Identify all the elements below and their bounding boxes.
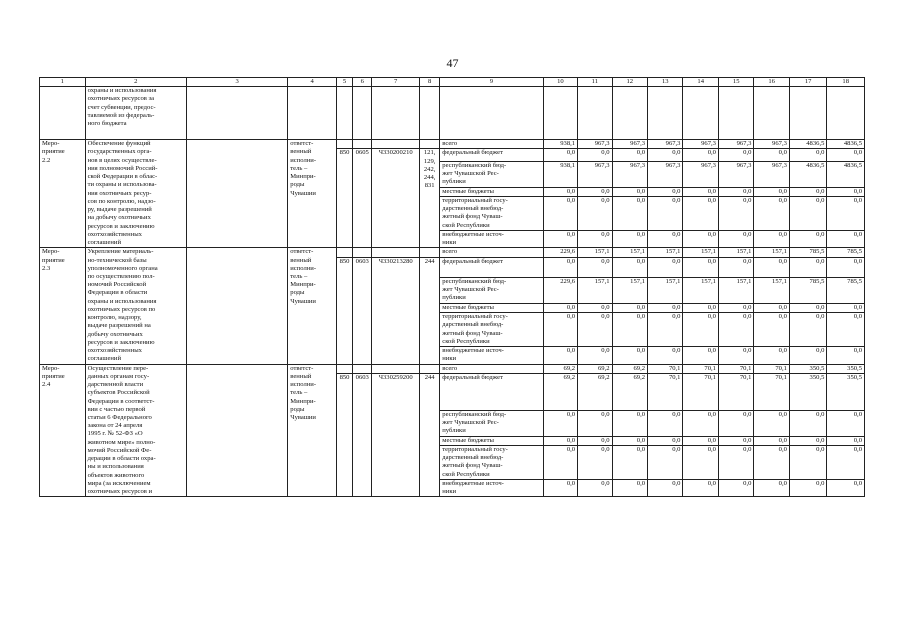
value-cell: 157,1	[718, 277, 753, 303]
value-cell: 70,1	[683, 373, 718, 410]
value-cell: 0,0	[718, 313, 753, 347]
value-cell: 0,0	[754, 257, 789, 277]
value-cell: 0,0	[543, 436, 577, 445]
grbs-empty	[336, 140, 352, 149]
value-cell: 0,0	[754, 313, 789, 347]
value-cell: 967,3	[683, 140, 718, 149]
value-cell: 157,1	[718, 248, 753, 257]
value-cell: 0,0	[718, 347, 753, 364]
value-cell: 967,3	[754, 161, 789, 187]
value-cell: 69,2	[543, 364, 577, 373]
value-cell: 0,0	[612, 303, 647, 312]
continuation-cell-3	[186, 87, 287, 140]
funding-source: внебюджетные источ- ники	[440, 230, 543, 247]
value-cell: 785,5	[827, 277, 865, 303]
value-cell: 350,5	[827, 373, 865, 410]
continuation-id-cell	[40, 87, 86, 140]
measure-description: Укрепление материаль- но-технической базы уполномоченного органа по осуществлению пол- номочий Российской Федерации в области охраны и использования охотничьих ресурсов по контролю, надзору, выдаче разрешений на добычу охотничьих ресурсов и заключению охотхозяйственных соглашений	[85, 248, 186, 364]
value-cell: 0,0	[683, 313, 718, 347]
value-cell: 0,0	[754, 410, 789, 436]
measure-id: Меро- приятие 2.4	[40, 364, 86, 497]
value-cell: 0,0	[718, 257, 753, 277]
value-cell: 967,3	[648, 140, 683, 149]
continuation-cell-8	[420, 87, 440, 140]
value-cell: 157,1	[683, 248, 718, 257]
value-cell: 229,6	[543, 248, 577, 257]
value-cell: 69,2	[612, 364, 647, 373]
funding-source: федеральный бюджет	[440, 149, 543, 161]
grbs-code: 850	[336, 373, 352, 497]
continuation-cell-13	[648, 87, 683, 140]
value-cell: 0,0	[543, 410, 577, 436]
rzpr-empty	[353, 248, 372, 257]
funding-source: федеральный бюджет	[440, 257, 543, 277]
value-cell: 0,0	[754, 347, 789, 364]
value-cell: 785,5	[789, 248, 827, 257]
measure-col3	[186, 140, 287, 248]
header-cell-12: 12	[612, 78, 647, 87]
value-cell: 0,0	[718, 187, 753, 196]
csr-code: Ч330213280	[372, 257, 420, 364]
value-cell: 967,3	[612, 140, 647, 149]
value-cell: 0,0	[612, 479, 647, 496]
value-cell: 0,0	[683, 303, 718, 312]
value-cell: 0,0	[754, 230, 789, 247]
value-cell: 0,0	[578, 410, 612, 436]
value-cell: 0,0	[648, 257, 683, 277]
value-cell: 0,0	[543, 347, 577, 364]
header-cell-6: 6	[353, 78, 372, 87]
value-cell: 350,5	[827, 364, 865, 373]
value-cell: 967,3	[754, 140, 789, 149]
value-cell: 0,0	[754, 303, 789, 312]
program-budget-table	[39, 77, 865, 497]
value-cell: 0,0	[789, 436, 827, 445]
vr-code: 244	[420, 373, 440, 497]
value-cell: 70,1	[648, 373, 683, 410]
csr-empty	[372, 364, 420, 373]
value-cell: 0,0	[827, 436, 865, 445]
header-cell-18: 18	[827, 78, 865, 87]
value-cell: 69,2	[543, 373, 577, 410]
measure-description: Обеспечение функций государственных орга- нов в целях осуществле- ния полномочий Россий- ской Федерации в облас- ти охраны и использова- ния охотничьих ресур- сов по контролю, надзо- ру, выдаче разрешений на добычу охотничьих ресурсов и заключению охотхозяйственных соглашений	[85, 140, 186, 248]
value-cell: 157,1	[612, 277, 647, 303]
value-cell: 157,1	[578, 248, 612, 257]
value-cell: 0,0	[543, 230, 577, 247]
csr-code: Ч330200210	[372, 149, 420, 248]
value-cell: 0,0	[578, 436, 612, 445]
funding-source: федеральный бюджет	[440, 373, 543, 410]
value-cell: 967,3	[578, 161, 612, 187]
header-cell-9: 9	[440, 78, 543, 87]
value-cell: 0,0	[578, 230, 612, 247]
measure-1-row-1	[40, 140, 865, 149]
value-cell: 0,0	[789, 410, 827, 436]
value-cell: 0,0	[789, 347, 827, 364]
value-cell: 967,3	[612, 161, 647, 187]
value-cell: 938,1	[543, 140, 577, 149]
vr-empty	[420, 248, 440, 257]
continuation-cell-16	[754, 87, 789, 140]
funding-source: всего	[440, 140, 543, 149]
value-cell: 0,0	[789, 257, 827, 277]
grbs-code: 850	[336, 257, 352, 364]
value-cell: 0,0	[754, 196, 789, 230]
value-cell: 70,1	[648, 364, 683, 373]
measure-id: Меро- приятие 2.2	[40, 140, 86, 248]
funding-source: территориальный госу- дарственный внебюд- жетный фонд Чуваш- ской Республики	[440, 445, 543, 479]
measure-2-row-1	[40, 248, 865, 257]
value-cell: 0,0	[578, 149, 612, 161]
header-cell-14: 14	[683, 78, 718, 87]
value-cell: 0,0	[718, 410, 753, 436]
value-cell: 0,0	[827, 230, 865, 247]
value-cell: 0,0	[578, 257, 612, 277]
funding-source: местные бюджеты	[440, 303, 543, 312]
value-cell: 0,0	[578, 187, 612, 196]
value-cell: 0,0	[543, 149, 577, 161]
continuation-cell-7	[372, 87, 420, 140]
funding-source: республиканский бюд- жет Чувашской Рес- публики	[440, 410, 543, 436]
rzpr-code: 0605	[353, 149, 372, 248]
value-cell: 0,0	[612, 196, 647, 230]
measure-col3	[186, 248, 287, 364]
value-cell: 157,1	[648, 248, 683, 257]
value-cell: 70,1	[718, 373, 753, 410]
header-cell-8: 8	[420, 78, 440, 87]
value-cell: 967,3	[683, 161, 718, 187]
vr-empty	[420, 364, 440, 373]
value-cell: 0,0	[578, 313, 612, 347]
header-cell-5: 5	[336, 78, 352, 87]
value-cell: 0,0	[612, 436, 647, 445]
value-cell: 350,5	[789, 364, 827, 373]
grbs-empty	[336, 248, 352, 257]
value-cell: 0,0	[543, 313, 577, 347]
value-cell: 0,0	[683, 187, 718, 196]
header-row	[40, 78, 865, 87]
measure-col3	[186, 364, 287, 497]
value-cell: 785,5	[789, 277, 827, 303]
value-cell: 0,0	[789, 479, 827, 496]
continuation-cell-18	[827, 87, 865, 140]
value-cell: 0,0	[789, 445, 827, 479]
value-cell: 0,0	[578, 196, 612, 230]
value-cell: 4836,5	[789, 161, 827, 187]
value-cell: 0,0	[827, 445, 865, 479]
funding-source: республиканский бюд- жет Чувашской Рес- публики	[440, 277, 543, 303]
measure-description: Осуществление пере- данных органам госу- дарственной власти субъектов Российской Федерации в соответст- вии с частью первой статьи 6 Федерального закона от 24 апреля 1995 г. № 52-ФЗ «О животном мире» полно- мочий Российской Фе- дерации в области охра- ны и использования объектов животного мира (за исключением охотничьих ресурсов и	[85, 364, 186, 497]
header-cell-17: 17	[789, 78, 827, 87]
value-cell: 0,0	[754, 436, 789, 445]
header-cell-10: 10	[543, 78, 577, 87]
continuation-cell-17	[789, 87, 827, 140]
value-cell: 0,0	[683, 445, 718, 479]
value-cell: 70,1	[683, 364, 718, 373]
value-cell: 0,0	[718, 196, 753, 230]
value-cell: 967,3	[578, 140, 612, 149]
value-cell: 0,0	[789, 230, 827, 247]
value-cell: 0,0	[648, 479, 683, 496]
value-cell: 785,5	[827, 248, 865, 257]
header-cell-7: 7	[372, 78, 420, 87]
continuation-cell-12	[612, 87, 647, 140]
value-cell: 69,2	[578, 373, 612, 410]
csr-empty	[372, 140, 420, 149]
value-cell: 0,0	[827, 479, 865, 496]
value-cell: 0,0	[543, 303, 577, 312]
header-cell-4: 4	[288, 78, 337, 87]
header-cell-15: 15	[718, 78, 753, 87]
rzpr-empty	[353, 364, 372, 373]
value-cell: 0,0	[827, 347, 865, 364]
funding-source: местные бюджеты	[440, 187, 543, 196]
value-cell: 0,0	[612, 445, 647, 479]
value-cell: 70,1	[718, 364, 753, 373]
value-cell: 157,1	[683, 277, 718, 303]
value-cell: 0,0	[543, 445, 577, 479]
value-cell: 0,0	[612, 313, 647, 347]
header-cell-13: 13	[648, 78, 683, 87]
value-cell: 0,0	[543, 257, 577, 277]
value-cell: 0,0	[648, 187, 683, 196]
value-cell: 0,0	[827, 303, 865, 312]
value-cell: 0,0	[543, 479, 577, 496]
funding-source: внебюджетные источ- ники	[440, 347, 543, 364]
value-cell: 0,0	[648, 445, 683, 479]
value-cell: 967,3	[718, 140, 753, 149]
vr-code: 121, 129, 242, 244, 831	[420, 149, 440, 248]
rzpr-code: 0603	[353, 257, 372, 364]
value-cell: 0,0	[827, 149, 865, 161]
value-cell: 157,1	[612, 248, 647, 257]
value-cell: 0,0	[543, 196, 577, 230]
continuation-cell-15	[718, 87, 753, 140]
value-cell: 0,0	[789, 149, 827, 161]
value-cell: 0,0	[827, 257, 865, 277]
grbs-code: 850	[336, 149, 352, 248]
value-cell: 0,0	[578, 479, 612, 496]
value-cell: 157,1	[648, 277, 683, 303]
header-cell-11: 11	[578, 78, 612, 87]
value-cell: 0,0	[612, 347, 647, 364]
value-cell: 0,0	[683, 257, 718, 277]
continuation-cell-6	[353, 87, 372, 140]
funding-source: территориальный госу- дарственный внебюд- жетный фонд Чуваш- ской Республики	[440, 313, 543, 347]
value-cell: 967,3	[718, 161, 753, 187]
value-cell: 0,0	[827, 410, 865, 436]
value-cell: 70,1	[754, 373, 789, 410]
measure-id: Меро- приятие 2.3	[40, 248, 86, 364]
funding-source: внебюджетные источ- ники	[440, 479, 543, 496]
value-cell: 0,0	[718, 445, 753, 479]
value-cell: 157,1	[578, 277, 612, 303]
value-cell: 0,0	[612, 230, 647, 247]
header-cell-16: 16	[754, 78, 789, 87]
measure-executor: ответст- венный исполни- тель – Минпри- роды Чувашии	[288, 248, 337, 364]
value-cell: 0,0	[648, 230, 683, 247]
value-cell: 0,0	[754, 445, 789, 479]
value-cell: 0,0	[789, 303, 827, 312]
continuation-description: охраны и использования охотничьих ресурсов за счет субвенции, предос- тавляемой из федераль- ного бюджета	[85, 87, 186, 140]
page-number: 47	[446, 56, 459, 70]
value-cell: 69,2	[578, 364, 612, 373]
value-cell: 938,1	[543, 161, 577, 187]
rzpr-empty	[353, 140, 372, 149]
value-cell: 4836,5	[789, 140, 827, 149]
measure-3-row-1	[40, 364, 865, 373]
value-cell: 0,0	[718, 230, 753, 247]
value-cell: 0,0	[612, 187, 647, 196]
value-cell: 0,0	[612, 257, 647, 277]
value-cell: 0,0	[683, 479, 718, 496]
header-cell-3: 3	[186, 78, 287, 87]
value-cell: 0,0	[754, 187, 789, 196]
value-cell: 0,0	[578, 303, 612, 312]
value-cell: 0,0	[827, 187, 865, 196]
value-cell: 0,0	[648, 303, 683, 312]
continuation-cell-5	[336, 87, 352, 140]
funding-source: всего	[440, 248, 543, 257]
value-cell: 0,0	[612, 410, 647, 436]
value-cell: 0,0	[683, 149, 718, 161]
value-cell: 157,1	[754, 277, 789, 303]
value-cell: 0,0	[789, 313, 827, 347]
grbs-empty	[336, 364, 352, 373]
header-cell-1: 1	[40, 78, 86, 87]
value-cell: 0,0	[754, 149, 789, 161]
value-cell: 0,0	[718, 479, 753, 496]
rzpr-code: 0603	[353, 373, 372, 497]
measure-executor: ответст- венный исполни- тель – Минпри- роды Чувашии	[288, 140, 337, 248]
value-cell: 0,0	[718, 149, 753, 161]
continuation-cell-11	[578, 87, 612, 140]
value-cell: 350,5	[789, 373, 827, 410]
value-cell: 0,0	[683, 410, 718, 436]
value-cell: 157,1	[754, 248, 789, 257]
value-cell: 0,0	[612, 149, 647, 161]
value-cell: 0,0	[789, 196, 827, 230]
continuation-row	[40, 87, 865, 140]
funding-source: территориальный госу- дарственный внебюд- жетный фонд Чуваш- ской Республики	[440, 196, 543, 230]
value-cell: 0,0	[718, 303, 753, 312]
value-cell: 0,0	[683, 230, 718, 247]
vr-empty	[420, 140, 440, 149]
value-cell: 0,0	[648, 347, 683, 364]
value-cell: 967,3	[648, 161, 683, 187]
value-cell: 0,0	[578, 347, 612, 364]
value-cell: 0,0	[683, 347, 718, 364]
value-cell: 70,1	[754, 364, 789, 373]
value-cell: 0,0	[648, 410, 683, 436]
csr-empty	[372, 248, 420, 257]
value-cell: 0,0	[683, 436, 718, 445]
csr-code: Ч330259200	[372, 373, 420, 497]
continuation-cell-10	[543, 87, 577, 140]
funding-source: республиканский бюд- жет Чувашской Рес- публики	[440, 161, 543, 187]
value-cell: 0,0	[543, 187, 577, 196]
value-cell: 0,0	[789, 187, 827, 196]
value-cell: 0,0	[827, 196, 865, 230]
continuation-cell-9	[440, 87, 543, 140]
funding-source: всего	[440, 364, 543, 373]
value-cell: 0,0	[648, 196, 683, 230]
measure-executor: ответст- венный исполни- тель – Минпри- роды Чувашии	[288, 364, 337, 497]
value-cell: 0,0	[718, 436, 753, 445]
funding-source: местные бюджеты	[440, 436, 543, 445]
value-cell: 0,0	[648, 149, 683, 161]
value-cell: 4836,5	[827, 161, 865, 187]
continuation-cell-14	[683, 87, 718, 140]
header-cell-2: 2	[85, 78, 186, 87]
continuation-cell-4	[288, 87, 337, 140]
value-cell: 0,0	[827, 313, 865, 347]
value-cell: 0,0	[754, 479, 789, 496]
value-cell: 0,0	[648, 436, 683, 445]
vr-code: 244	[420, 257, 440, 364]
value-cell: 0,0	[683, 196, 718, 230]
value-cell: 69,2	[612, 373, 647, 410]
value-cell: 0,0	[648, 313, 683, 347]
value-cell: 4836,5	[827, 140, 865, 149]
value-cell: 0,0	[578, 445, 612, 479]
value-cell: 229,6	[543, 277, 577, 303]
